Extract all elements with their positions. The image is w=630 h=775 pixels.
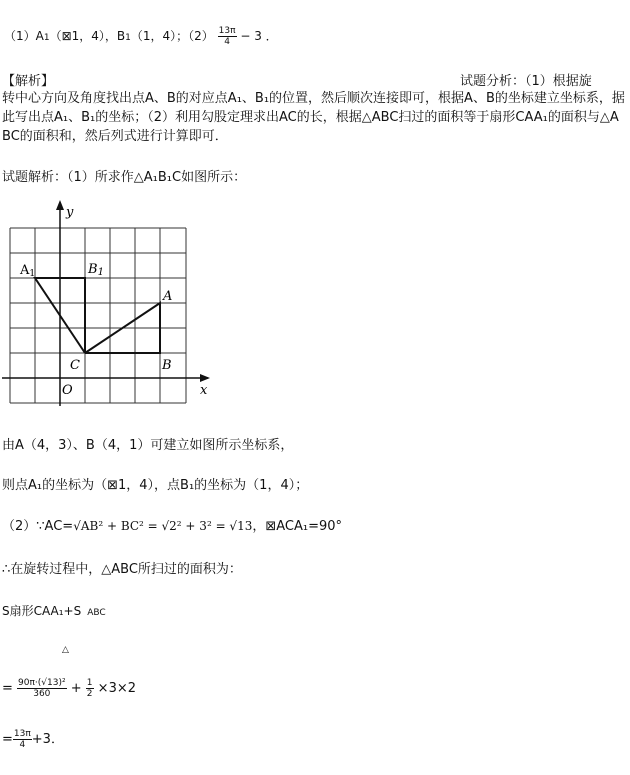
final-tail: +3． (31, 732, 64, 747)
axis-label-y: y (66, 205, 74, 220)
line-ac-length (2, 515, 342, 534)
answer-sub-b1: 1 (125, 33, 131, 43)
x-axis-arrow (200, 374, 210, 382)
answer-part1-coords2: （1，4）；（2） (130, 29, 214, 43)
answer-sub-a1: 1 (43, 33, 50, 43)
analysis-label: 试题分析：（1）根据旋 (460, 74, 592, 89)
line-coordinate-system: 由A（4，3）、B（4，1）可建立如图所示坐标系， (2, 438, 294, 453)
label-c: C (70, 358, 80, 373)
line-area-sum (2, 602, 106, 619)
ac-formula: √AB² + BC² = √2² + 3² = √13 (73, 519, 253, 533)
answer-frac-num: 13π (218, 26, 236, 36)
solution-intro: 试题解析：（1）所求作△A₁B₁C如图所示： (2, 170, 247, 185)
line-final-result (2, 728, 64, 750)
sector-den: 360 (33, 689, 51, 699)
final-den: 4 (19, 740, 26, 750)
label-a1-main: A (20, 263, 30, 278)
line-swept-area-intro: ∴在旋转过程中，△ABC所扫过的面积为： (2, 562, 242, 577)
label-b1-main: B (88, 262, 98, 277)
area-sum-sub: ABC (87, 608, 106, 618)
analysis-body: 转中心方向及角度找出点A、B的对应点A₁、B₁的位置，然后顺次连接即可，根据A、B的坐标建立坐标系，据此写出点A₁、B₁的坐标；（2）利用勾股定理求出AC的长，根据△ABC扫过的面积等于扇形CAA₁的面积与△ABC的面积和，然后列式进行计算即可． (2, 91, 625, 144)
formula-eq: = (2, 681, 13, 696)
label-a1 (19, 263, 35, 279)
analysis-heading: 【解析】 (2, 74, 55, 89)
answer-part1-prefix: （1）A (4, 29, 44, 43)
axis-label-x: x (200, 383, 208, 398)
answer-fraction (218, 26, 237, 47)
origin-label: O (62, 383, 73, 398)
line-area-formula (2, 678, 136, 699)
answer-frac-den: 4 (224, 37, 230, 47)
formula-tail: ×3×2 (97, 681, 136, 696)
final-eq: = (2, 732, 13, 747)
final-fraction (13, 729, 32, 750)
formula-plus: + (70, 681, 82, 696)
sector-fraction (17, 678, 67, 699)
line-a1-b1-coords: 则点A₁的坐标为（⊠1，4），点B₁的坐标为（1，4）； (2, 478, 309, 493)
half-den: 2 (86, 689, 93, 699)
area-sum-text: S扇形CAA₁+S (2, 604, 82, 618)
ac-suffix: ，⊠ACA₁=90° (252, 519, 343, 534)
answer-line (4, 26, 278, 47)
answer-part2-tail: − 3 ． (240, 29, 278, 43)
label-a: A (163, 289, 173, 304)
triangle-symbol: △ (62, 645, 69, 655)
label-b1-sub: 1 (97, 267, 104, 278)
y-axis-arrow (56, 200, 64, 210)
answer-part1-coords: （⊠1，4），B (49, 29, 126, 43)
ac-prefix: （2）∵AC= (2, 519, 74, 534)
half-num: 1 (86, 678, 93, 688)
half-fraction (86, 678, 94, 699)
final-num: 13π (13, 729, 31, 739)
sector-num: 90π·(√13)² (18, 678, 66, 688)
coordinate-figure (0, 196, 215, 408)
label-a1-sub: 1 (29, 269, 36, 279)
label-b1 (87, 262, 104, 278)
label-b: B (162, 358, 172, 373)
